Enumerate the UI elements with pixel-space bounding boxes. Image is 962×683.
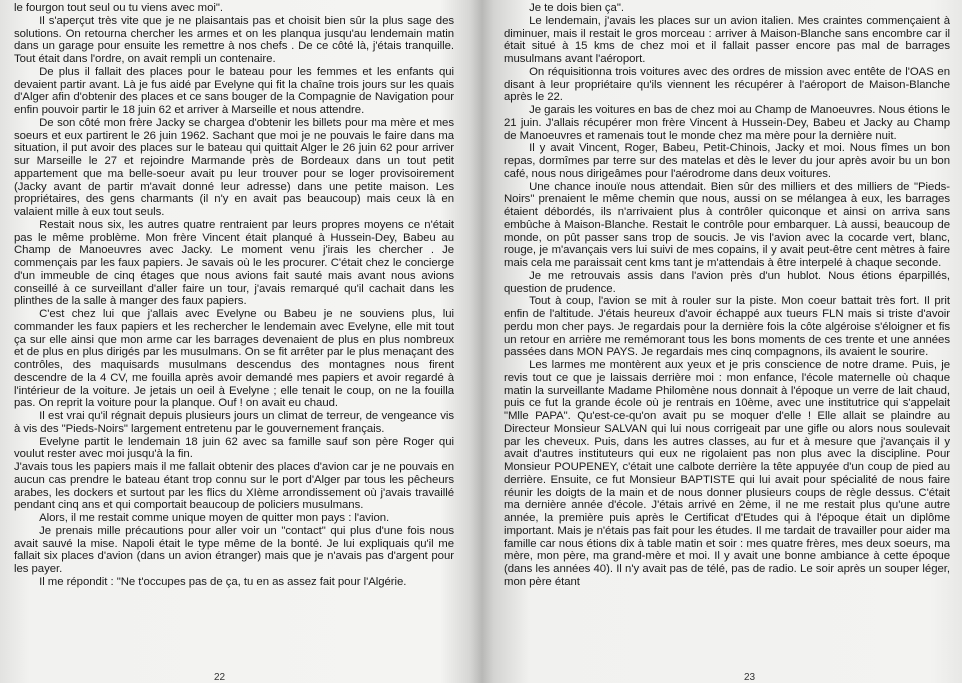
paragraph: Il est vrai qu'il régnait depuis plusieurs jours un climat de terreur, de vengeance vis à vis des "Pieds-Noirs" largement entretenu par le gouvernement français. xyxy=(14,410,454,435)
right-page-number: 23 xyxy=(744,672,756,683)
left-page xyxy=(14,0,454,683)
right-page-text xyxy=(504,0,950,589)
left-page-text xyxy=(14,0,454,589)
paragraph: On réquisitionna trois voitures avec des ordres de mission avec entête de l'OAS en disant à leur propriétaire qu'ils viennent les récupérer à l'aéroport de Maison-Blanche après le 22. xyxy=(504,65,950,104)
paragraph: Evelyne partit le lendemain 18 juin 62 avec sa famille sauf son père Roger qui voulut rester avec moi jusqu'à la fin. xyxy=(14,435,454,461)
paragraph: le fourgon tout seul ou tu viens avec moi". xyxy=(14,2,223,14)
paragraph: Le lendemain, j'avais les places sur un avion italien. Mes craintes commençaient à diminuer, mais il restait le gros morceau : arriver à Maison-Blanche sans encombre car il était situé à 15 kms de chez moi et il fallait passer encore pas mal de barrages musulmans avant l'aéroport. xyxy=(504,14,950,65)
paragraph: J'avais tous les papiers mais il me fallait obtenir des places d'avion car je ne pouvais en aucun cas prendre le bateau étant trop connu sur le port d'Alger par tous les pêcheurs arabes, les dockers et surtout par les flics du XIème arrondissement où j'avais travaillé pendant cinq ans et qui comportait beaucoup de policiers musulmans. xyxy=(14,461,454,512)
paragraph: Tout à coup, l'avion se mit à rouler sur la piste. Mon coeur battait très fort. Il prit enfin de l'altitude. J'étais heureux d'avoir échappé aux tueurs FLN mais si triste d'avoir perdu mon cher pays. Je regardais pour la dernière fois la côte algéroise s'éloigner et fis un retour en arrière me remémorant tous les bons moments de ces trente et une années passées dans MON PAYS. Je regardais mes cinq compagnons, ils avaient le sourire. xyxy=(504,295,950,359)
paragraph: Restait nous six, les autres quatre rentraient par leurs propres moyens ce n'était pas le même problème. Mon frère Vincent était planqué à Hussein-Dey, Babeu au Champ de Manoeuvres avec Jacky. Le moment venu j'irais les chercher . Je commençais par les faux papiers. Je savais où le les procurer. C'était chez le concierge d'un immeuble de cinq étages que nous avions fait sauté mais avant nous avions conseillé à ce surveillant d'aller faire un tour, j'avais remarqué qu'il cachait dans les plinthes de la salle à manger des faux papiers. xyxy=(14,218,454,308)
paragraph: Je te dois bien ça". xyxy=(529,2,624,14)
left-page-number: 22 xyxy=(214,672,226,683)
paragraph: Il me répondit : "Ne t'occupes pas de ça, tu en as assez fait pour l'Algérie. xyxy=(39,575,407,588)
paragraph: Je prenais mille précautions pour aller voir un "contact" qui plus d'une fois nous avait sauvé la mise. Napoli était le type même de la bonté. Je lui expliquais qu'il me fallait six places d'avion (dans un avion étranger) mais que je n'avais pas d'argent pour les payer. xyxy=(14,524,454,575)
paragraph: Alors, il me restait comme unique moyen de quitter mon pays : l'avion. xyxy=(39,512,390,524)
paragraph: Les larmes me montèrent aux yeux et je pris conscience de notre drame. Puis, je revis tout ce que je laissais derrière moi : mon enfance, l'école maternelle où chaque matin la surveillante Madame Philomène nous donnait à l'époque un verre de lait chaud, puis ce fut la grande école où je rentrais en 10ème, avec une institutrice qui s'appelait "Mlle PAPA". Qu'est-ce-qu'on avait pu se moquer d'elle ! Elle allait se plaindre au Directeur Monsieur SALVAN qui lui nous corrigeait par une gifle ou alors nous soulevait par les cheveux. Puis, dans les autres classes, au fur et à mesure que j'avançais il y avait d'autres instituteurs qui eux ne rigolaient pas non plus avec la discipline. Pour Monsieur POUPENEY, c'était une calbote derrière la tête appuyée d'un coup de pied au derrière. Ensuite, ce fut Monsieur BAPTISTE qui lui avait pour spécialité de nous faire réunir les doigts de la main et de nous donner plusieurs coups de règle dessus. C'était ma dernière année d'école. J'étais arrivé en 2ème, il ne me restait plus qu'une autre année, la première puis après le Certificat d'Etudes qui à l'époque était un diplôme important. Mais je n'étais pas fait pour les études. Il me tardait de travailler pour aider ma famille car nous étions dix à table matin et soir : mes quatre frères, mes deux soeurs, ma mère, mon père, ma grand-mère et moi. Il y avait une bonne ambiance à cette époque (dans les années 40). Il n'y avait pas de télé, pas de radio. Le soir après un souper léger, mon père étant xyxy=(504,359,950,588)
paragraph: De son côté mon frère Jacky se chargea d'obtenir les billets pour ma mère et mes soeurs et eux partirent le 26 juin 1962. Sachant que moi je ne pouvais le faire dans ma situation, il put avoir des places sur le bateau qui quittait Alger le 26 juin 62 pour arriver sur Marseille le 27 et rejoindre Marmande près de Bordeaux dans un tout petit appartement que ma belle-soeur avait pu leur trouver pour se loger provisoirement (Jacky avant de partir m'avait donné leur adresse) dans une petite maison. Les propriétaires, des gens charmants (il n'y en avait pas beaucoup) mais ceux là en valaient mille à eux tout seuls. xyxy=(14,116,454,218)
paragraph: Il s'aperçut très vite que je ne plaisantais pas et choisit bien sûr la plus sage des solutions. On retourna chercher les armes et on les planqua jusqu'au lendemain matin dans un garage pour ensuite les remettre à nos chefs . De ce côté là, j'étais tranquille. Tout était dans l'ordre, on avait rempli un contenaire. xyxy=(14,14,454,65)
paragraph: De plus il fallait des places pour le bateau pour les femmes et les enfants qui devaient partir avant. Là je fus aidé par Evelyne qui fit la chaîne trois jours sur les quais d'Alger afin d'obtenir des places et ce sans bouger de la Compagnie de Navigation pour enfin pouvoir partir le 18 juin 62 et arriver à Marseille et nous attendre. xyxy=(14,65,454,116)
paragraph: Je garais les voitures en bas de chez moi au Champ de Manoeuvres. Nous étions le 21 juin. J'allais récupérer mon frère Vincent à Hussein-Dey, Babeu et Jacky au Champ de Manoeuvres et ramenais tout le monde chez ma mère pour la dernière nuit. xyxy=(504,104,950,142)
right-page xyxy=(504,0,950,683)
paragraph: Une chance inouïe nous attendait. Bien sûr des milliers et des milliers de "Pieds-Noirs" prenaient le même chemin que nous, aussi on se mélangea à eux, les barrages étaient débordés, ils n'arrivaient plus à contrôler quiconque et ainsi on arriva sans embûche à Maison-Blanche. Restait le contrôle pour embarquer. Là aussi, beaucoup de monde, on pût passer sans trop de soucis. Je vis l'avion avec la cocarde vert, blanc, rouge, je m'avançais vers lui suivi de mes copains, il y avait peut-être cent mètres à faire mais cela me paraissait cent kms tant je m'attendais à être interpelé à chaque seconde. xyxy=(504,180,950,269)
paragraph: C'est chez lui que j'allais avec Evelyne ou Babeu je ne souviens plus, lui commander les faux papiers et les rechercher le lendemain avec Evelyne, elle mit tout ça sur elle ainsi que mon arme car les barrages devenaient de plus en plus nombreux et de plus en plus dirigés par les musulmans. On se fit arrêter par le plus menaçant des contrôles, des maquisards musulmans descendus des montagnes nous firent descendre de la 4 CV, me fouilla après avoir demandé mes papiers et avoir regardé à l'intérieur de la voiture. Je jetais un oeil à Evelyne ; elle tenait le coup, on ne la fouilla pas. On reprit la voiture pour la planque. Ouf ! on avait eu chaud. xyxy=(14,308,454,410)
paragraph: Il y avait Vincent, Roger, Babeu, Petit-Chinois, Jacky et moi. Nous fîmes un bon repas, dormîmes par terre sur des matelas et dès le lever du jour après avoir bu un bon café, nous nous dirigeâmes pour l'aérodrome dans deux voitures. xyxy=(504,142,950,180)
paragraph: Je me retrouvais assis dans l'avion près d'un hublot. Nous étions éparpillés, question de prudence. xyxy=(504,269,950,295)
